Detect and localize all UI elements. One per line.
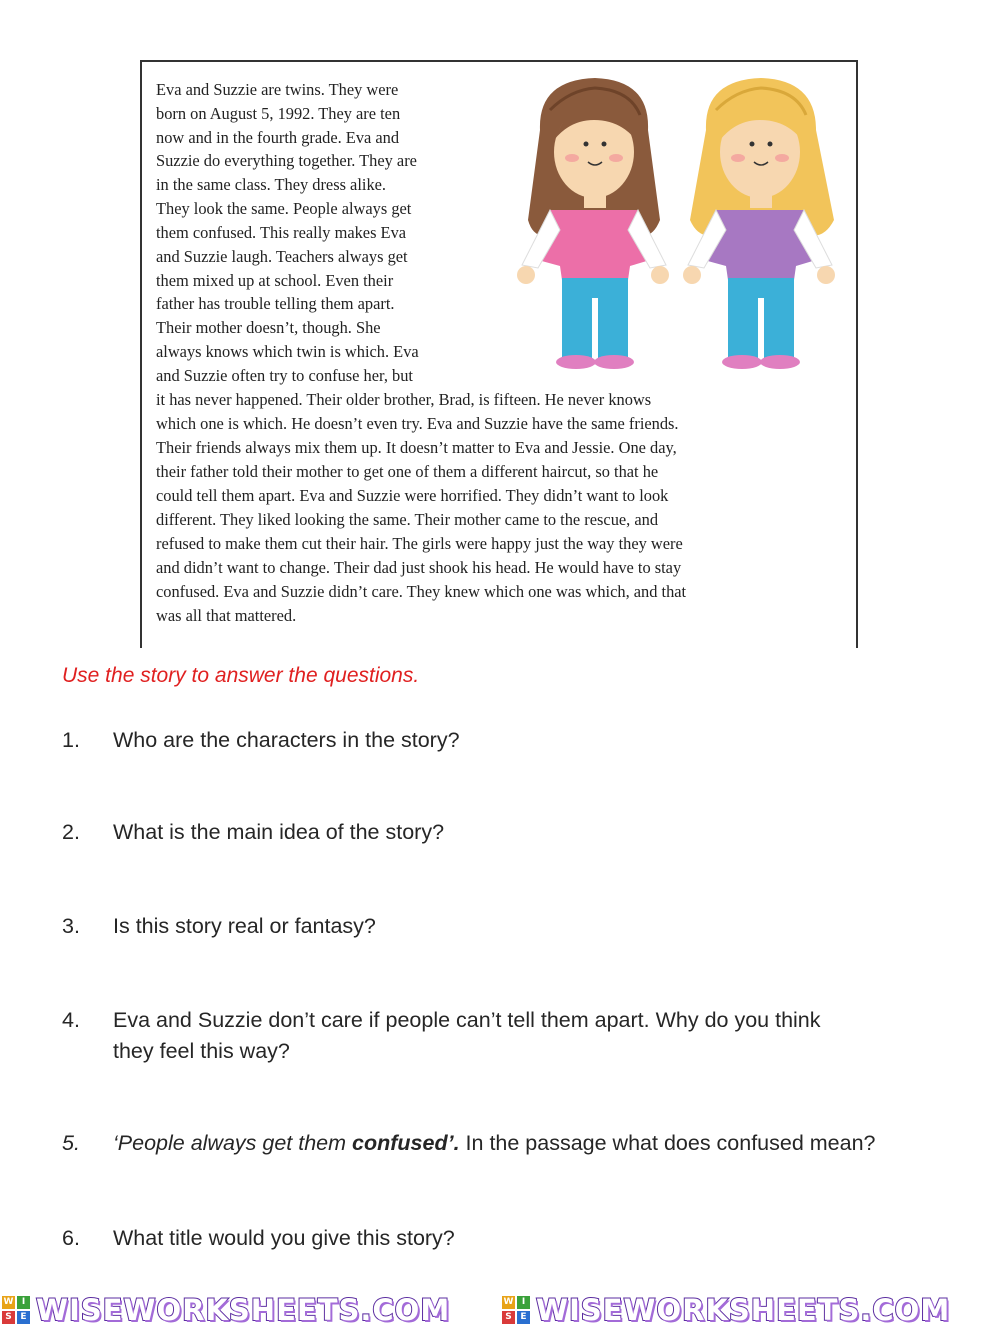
quote-start: ‘People always get them [113, 1131, 353, 1155]
twins-illustration [510, 70, 854, 370]
story-line: born on August 5, 1992. They are ten [156, 104, 401, 123]
logo-letter: E [517, 1311, 530, 1324]
logo-letter: W [503, 1297, 514, 1307]
logo-letter: I [17, 1296, 30, 1309]
story-line: them confused. This really makes Eva [156, 223, 407, 242]
story-line: now and in the fourth grade. Eva and [156, 128, 400, 147]
story-line: was all that mattered. [156, 606, 297, 625]
story-box [140, 60, 858, 648]
instruction-text: Use the story to answer the questions. [62, 664, 420, 687]
story-line: it has never happened. Their older brother, Brad, is fifteen. He never knows [156, 390, 652, 409]
question-text: Is this story real or fantasy? [113, 914, 376, 938]
story-line: them mixed up at school. Even their [156, 271, 394, 290]
story-line: and didn’t want to change. Their dad just shook his head. He would have to stay [156, 558, 682, 577]
story-line: and Suzzie laugh. Teachers always get [156, 247, 408, 266]
logo-grid-icon [2, 1296, 30, 1324]
question-number: 6. [62, 1226, 80, 1250]
story-line: refused to make them cut their hair. The girls were happy just the way they were [156, 534, 683, 553]
logo-grid-icon [502, 1296, 530, 1324]
question-number: 4. [62, 1008, 80, 1032]
logo-letter: W [3, 1297, 14, 1307]
story-line: always knows which twin is which. Eva [156, 342, 419, 361]
question-number: 5. [62, 1131, 80, 1155]
brand-text: WISEWORKSHEETS.COM [36, 1293, 451, 1327]
story-line: which one is which. He doesn’t even try. Eva and Suzzie have the same friends. [156, 414, 679, 433]
question-text: What is the main idea of the story? [113, 820, 445, 844]
logo-letter: S [2, 1311, 15, 1324]
question-number: 1. [62, 728, 80, 752]
story-line: father has trouble telling them apart. [156, 294, 395, 313]
footer-watermark [0, 1292, 1000, 1333]
girl-brown-hair [517, 78, 669, 369]
story-line: Suzzie do everything together. They are [156, 151, 417, 170]
story-line: could tell them apart. Eva and Suzzie were horrified. They didn’t want to look [156, 486, 669, 505]
story-line: Their mother doesn’t, though. She [156, 318, 381, 337]
girl-blonde-hair [683, 78, 835, 369]
story-line: Their friends always mix them up. It doesn’t matter to Eva and Jessie. One day, [156, 438, 677, 457]
story-line: their father told their mother to get one of them a different haircut, so that he [156, 462, 659, 481]
quote-emphasis: confused [352, 1131, 448, 1155]
brand-logo [502, 1293, 950, 1327]
story-line: Eva and Suzzie are twins. They were [156, 80, 399, 99]
question-text: What title would you give this story? [113, 1226, 455, 1250]
logo-letter: E [17, 1311, 30, 1324]
question-text-continued: they feel this way? [113, 1039, 290, 1063]
question-text: Eva and Suzzie don’t care if people can’t tell them apart. Why do you think [113, 1008, 821, 1032]
brand-text: WISEWORKSHEETS.COM [536, 1293, 951, 1327]
story-line: confused. Eva and Suzzie didn’t care. They knew which one was which, and that [156, 582, 687, 601]
logo-letter: I [517, 1296, 530, 1309]
question-number: 3. [62, 914, 80, 938]
logo-letter: S [502, 1311, 515, 1324]
question-number: 2. [62, 820, 80, 844]
story-line: They look the same. People always get [156, 199, 412, 218]
question-text [113, 1131, 876, 1156]
story-line: and Suzzie often try to confuse her, but [156, 366, 413, 385]
question-text: Who are the characters in the story? [113, 728, 460, 752]
question-rest: In the passage what does confused mean? [459, 1131, 876, 1155]
quote-end: ’. [447, 1131, 460, 1155]
brand-logo [2, 1293, 450, 1327]
story-line: different. They liked looking the same. Their mother came to the rescue, and [156, 510, 659, 529]
story-line: in the same class. They dress alike. [156, 175, 387, 194]
